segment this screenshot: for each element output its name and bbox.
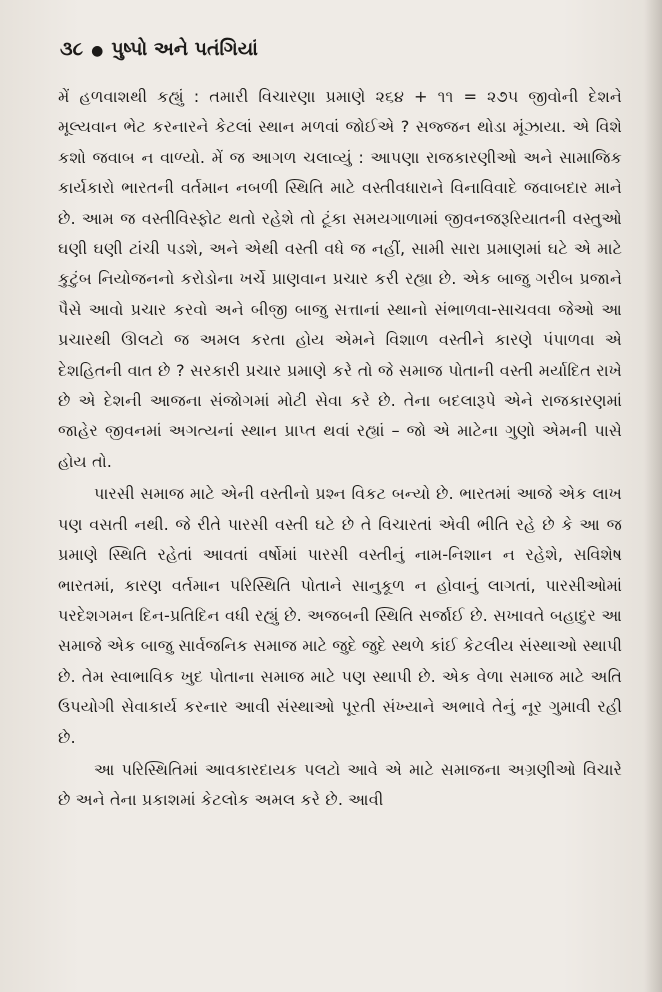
body-text — [58, 82, 622, 816]
paragraph: પારસી સમાજ માટે એની વસ્તીનો પ્રશ્ન વિકટ બન્યો છે. ભારતમાં આજે એક લાખ પણ વસતી નથી. જે રીતે પારસી વસ્તી ઘટે છે તે વિચારતાં એવી ભીતિ રહે છે કે આ જ પ્રમાણે સ્થિતિ રહેતાં આવતાં વર્ષોમાં પારસી વસ્તીનું નામ-નિશાન ન રહેશે, સવિશેષ ભારતમાં, કારણ વર્તમાન પરિસ્થિતિ પોતાને સાનુકૂળ ન હોવાનું લાગતાં, પારસીઓમાં પરદેશગમન દિન-પ્રતિદિન વધી રહ્યું છે. અજબની સ્થિતિ સર્જાઈ છે. સખાવતે બહાદુર આ સમાજે એક બાજુ સાર્વજનિક સમાજ માટે જુદે જુદે સ્થળે કાંઈ કેટલીય સંસ્થાઓ સ્થાપી છે. તેમ સ્વાભાવિક ખુદ પોતાના સમાજ માટે પણ સ્થાપી છે. એક વેળા સમાજ માટે અતિ ઉપયોગી સેવાકાર્ય કરનાર આવી સંસ્થાઓ પૂરતી સંખ્યાને અભાવે તેનું નૂર ગુમાવી રહી છે. — [58, 484, 622, 747]
page-number: ૩૮ — [60, 38, 84, 60]
paragraph: મેં હળવાશથી કહ્યું : તમારી વિચારણા પ્રમાણે ૨૬૪ + ૧૧ = ૨૭૫ જીવોની દેશને મૂલ્યવાન ભેટ કરનારને કેટલાં સ્થાન મળવાં જોઈએ ? સજ્જન થોડા મૂંઝાયા. એ વિશે કશો જવાબ ન વાળ્યો. મેં જ આગળ ચલાવ્યું : આપણા રાજકારણીઓ અને સામાજિક કાર્યકારો ભારતની વર્તમાન નબળી સ્થિતિ માટે વસ્તીવધારાને વિનાવિવાદે જવાબદાર માને છે. આમ જ વસ્તીવિસ્ફોટ થતો રહેશે તો ટૂંકા સમયગાળામાં જીવનજરૂરિયાતની વસ્તુઓ ઘણી ઘણી ટાંચી પડશે, અને એથી વસ્તી વધે જ નહીં, સામી સારા પ્રમાણમાં ઘટે એ માટે કુટુંબ નિયોજનનો કરોડોના ખર્ચે પ્રાણવાન પ્રચાર કરી રહ્યા છે. એક બાજુ ગરીબ પ્રજાને પૈસે આવો પ્રચાર કરવો અને બીજી બાજુ સત્તાનાં સ્થાનો સંભાળવા-સાચવવા જેઓ આ પ્રચારથી ઊલટો જ અમલ કરતા હોય એમને વિશાળ વસ્તીને કારણે પંપાળવા એ દેશહિતની વાત છે ? સરકારી પ્રચાર પ્રમાણે કરે તો જે સમાજ પોતાની વસ્તી મર્યાદિત રાખે છે એ દેશની આજના સંજોગમાં મોટી સેવા કરે છે. તેના બદલારૂપે એને રાજકારણમાં જાહેર જીવનમાં અગત્યનાં સ્થાન પ્રાપ્ત થવાં રહ્યાં – જો એ માટેના ગુણો એમની પાસે હોય તો. — [58, 87, 622, 471]
paragraph: આ પરિસ્થિતિમાં આવકારદાયક પલટો આવે એ માટે સમાજના અગ્રણીઓ વિચારે છે અને તેના પ્રકાશમાં કેટલોક અમલ કરે છે. આવી — [58, 759, 622, 810]
book-title: પુષ્પો અને પતંગિયાં — [111, 38, 258, 60]
running-header — [60, 38, 622, 60]
page-edge-shadow — [644, 0, 662, 992]
header-bullet: ● — [91, 43, 104, 59]
